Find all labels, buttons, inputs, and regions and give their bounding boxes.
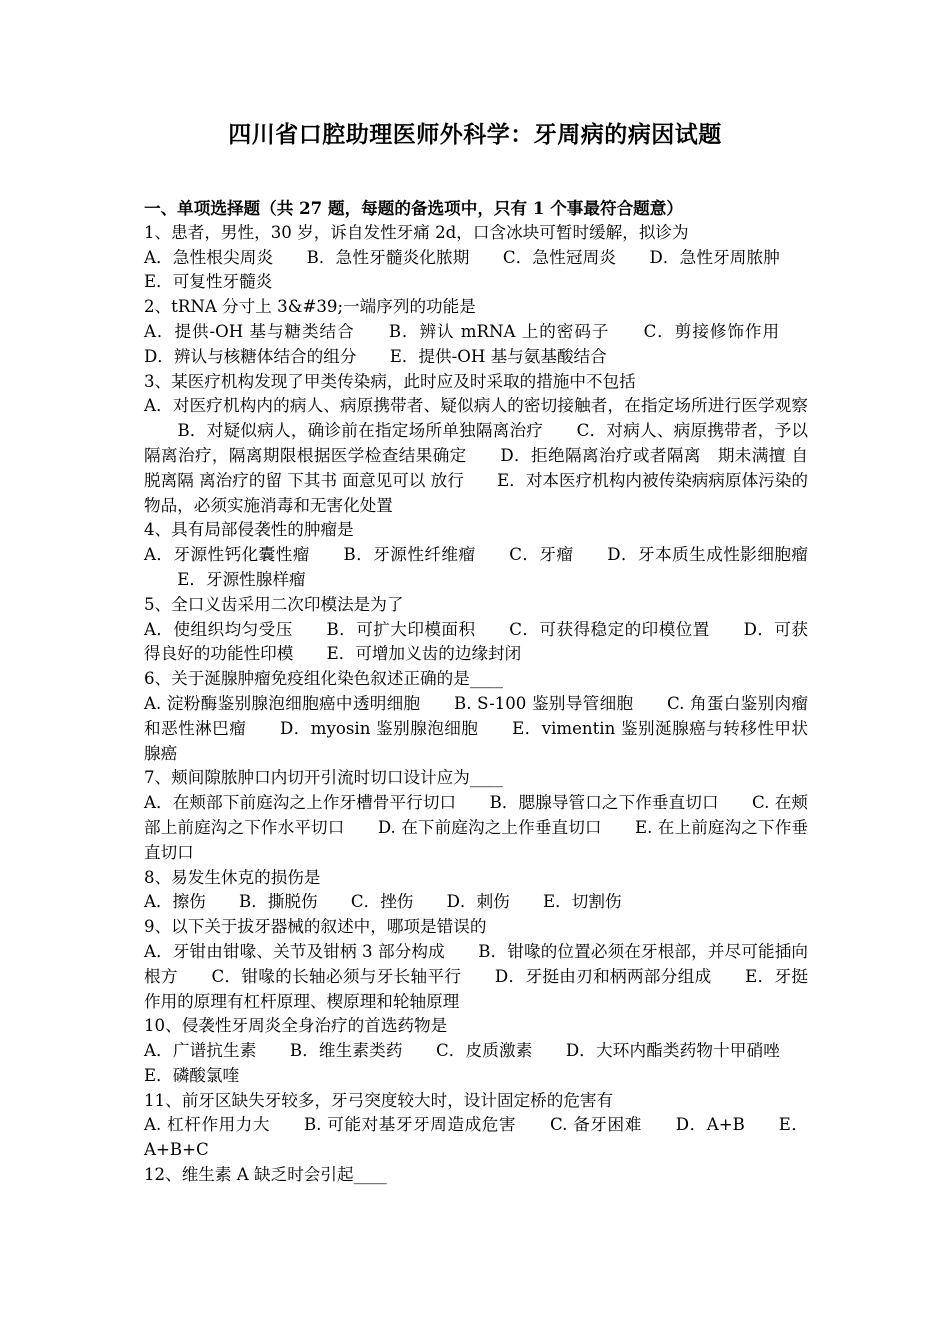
option-text: D．辨认与核糖体结合的组分 — [144, 346, 357, 366]
option-text: B．辨认 mRNA 上的密码子 — [388, 321, 610, 341]
option-text: D．刺伤 — [446, 892, 510, 912]
question-stem: 3、某医疗机构发现了甲类传染病，此时应及时采取的措施中不包括 — [144, 371, 636, 391]
question-stem: 1、患者，男性，30 岁，诉自发性牙痛 2d，口含冰块可暂时缓解，拟诊为 — [144, 222, 689, 242]
option-text: C．急性冠周炎 — [502, 247, 617, 267]
option-text: B. S-100 鉴别导管细胞 — [454, 693, 634, 713]
option-text: A．擦伤 — [144, 892, 206, 912]
option-text: B．可扩大印模面积 — [326, 619, 476, 639]
option-text: C. 角蛋白鉴别肉瘤和恶性淋巴瘤 — [144, 693, 808, 738]
option-text: A. 杠杆作用力大 — [144, 1115, 271, 1135]
option-text: E．牙挺作用的原理有杠杆原理、楔原理和轮轴原理 — [144, 966, 809, 1011]
option-text: B．对疑似病人，确诊前在指定场所单独隔离治疗 — [177, 421, 544, 441]
question-options — [144, 394, 808, 518]
option-text: B．急性牙髓炎化脓期 — [306, 247, 470, 267]
option-text: C．挫伤 — [350, 892, 414, 912]
option-text: C．对病人、病原携带者，予以隔离治疗，隔离期限根据医学检查结果确定 — [144, 421, 809, 465]
question-stem: 12、维生素 A 缺乏时会引起____ — [144, 1165, 387, 1185]
option-text: A．对医疗机构内的病人、病原携带者、疑似病人的密切接触者，在指定场所进行医学观察 — [144, 396, 808, 416]
question-stem: 2、tRNA 分寸上 3&#39;一端序列的功能是 — [144, 297, 476, 317]
option-text: C. 备牙困难 — [549, 1115, 642, 1135]
option-text: A．急性根尖周炎 — [144, 247, 274, 267]
question-stem: 5、全口义齿采用二次印模法是为了 — [144, 594, 404, 614]
option-text: A．提供-OH 基与糖类结合 — [144, 321, 355, 341]
option-text: A. 淀粉酶鉴别腺泡细胞癌中透明细胞 — [144, 693, 421, 713]
option-text: D. 在下前庭沟之上作垂直切口 — [377, 817, 602, 837]
option-text: B．牙源性纤维瘤 — [343, 545, 476, 565]
option-text: D．急性牙周脓肿 — [649, 247, 780, 267]
option-text: E．可增加义齿的边缘封闭 — [326, 644, 522, 664]
question-stem: 4、具有局部侵袭性的肿瘤是 — [144, 520, 354, 540]
option-text: E．可复性牙髓炎 — [144, 272, 273, 292]
question-stem: 8、易发生休克的损伤是 — [144, 867, 321, 887]
question-stem: 10、侵袭性牙周炎全身治疗的首选药物是 — [144, 1016, 448, 1036]
question-stem: 6、关于涎腺肿瘤免疫组化染色叙述正确的是____ — [144, 669, 504, 689]
option-text: D．myosin 鉴别腺泡细胞 — [279, 718, 479, 738]
question-stem: 9、以下关于拔牙器械的叙述中，哪项是错误的 — [144, 917, 487, 937]
question-options — [144, 940, 808, 1014]
question-stem: 7、颊间隙脓肿口内切开引流时切口设计应为____ — [144, 768, 504, 788]
option-text: A．使组织均匀受压 — [144, 619, 293, 639]
option-text: A．在颊部下前庭沟之上作牙槽骨平行切口 — [144, 793, 457, 813]
option-text: A．广谱抗生素 — [144, 1041, 257, 1061]
option-text: D．大环内酯类药物十甲硝唑 — [565, 1041, 780, 1061]
option-text: D．可获得良好的功能性印模 — [144, 619, 809, 664]
question-options — [144, 618, 808, 668]
option-text: C．皮质激素 — [435, 1041, 533, 1061]
option-text: E．切割伤 — [543, 892, 622, 912]
question-list — [144, 196, 808, 1188]
question-options — [144, 1113, 808, 1163]
option-text: E．提供-OH 基与氨基酸结合 — [389, 346, 607, 366]
question-stem: 11、前牙区缺失牙较多，牙弓突度较大时，设计固定桥的危害有 — [144, 1090, 614, 1110]
option-text: D．A+B — [675, 1115, 745, 1135]
option-text: C. 在颊部上前庭沟之下作水平切口 — [144, 793, 809, 837]
section-heading: 一、单项选择题（共 27 题，每题的备选项中，只有 1 个事最符合题意） — [144, 198, 683, 218]
option-text: B. 可能对基牙牙周造成危害 — [303, 1115, 517, 1135]
option-text: E．vimentin 鉴别涎腺癌与转移性甲状腺癌 — [144, 718, 809, 763]
question-options — [144, 246, 808, 296]
question-options — [144, 791, 808, 865]
option-text: E．磷酸氯喹 — [144, 1065, 240, 1085]
option-text: C．牙瘤 — [509, 545, 574, 565]
option-text: C．钳喙的长轴必须与牙长轴平行 — [211, 966, 462, 986]
option-text: C．可获得稳定的印模位置 — [509, 619, 710, 639]
question-options — [144, 320, 808, 370]
question-options — [144, 890, 808, 915]
option-text: B．钳喙的位置必须在牙根部，并尽可能插向根方 — [144, 941, 809, 986]
option-text: E．牙源性腺样瘤 — [177, 569, 306, 589]
option-text: E．对本医疗机构内被传染病病原体污染的物品，必须实施消毒和无害化处置 — [144, 470, 808, 515]
option-text: B．腮腺导管口之下作垂直切口 — [489, 793, 719, 813]
question-options — [144, 543, 808, 593]
page-title: 四川省口腔助理医师外科学：牙周病的病因试题 — [228, 121, 722, 148]
option-text: E. 在上前庭沟之下作垂直切口 — [144, 817, 808, 862]
option-text: D．拒绝隔离治疗或者隔离 期未满擅 自脱离隔 离治疗的留 下其书 面意见可以 放行 — [144, 445, 809, 490]
option-text: A．牙源性钙化囊性瘤 — [144, 545, 310, 565]
option-text: E．A+B+C — [144, 1115, 809, 1160]
option-text: C．剪接修饰作用 — [643, 321, 780, 341]
option-text: A．牙钳由钳喙、关节及钳柄 3 部分构成 — [144, 941, 445, 961]
option-text: B．撕脱伤 — [239, 892, 318, 912]
option-text: D．牙本质生成性影细胞瘤 — [607, 545, 809, 565]
question-options — [144, 692, 808, 766]
question-options — [144, 1039, 808, 1089]
option-text: B．维生素类药 — [289, 1041, 403, 1061]
option-text: D．牙挺由刃和柄两部分组成 — [494, 966, 712, 986]
